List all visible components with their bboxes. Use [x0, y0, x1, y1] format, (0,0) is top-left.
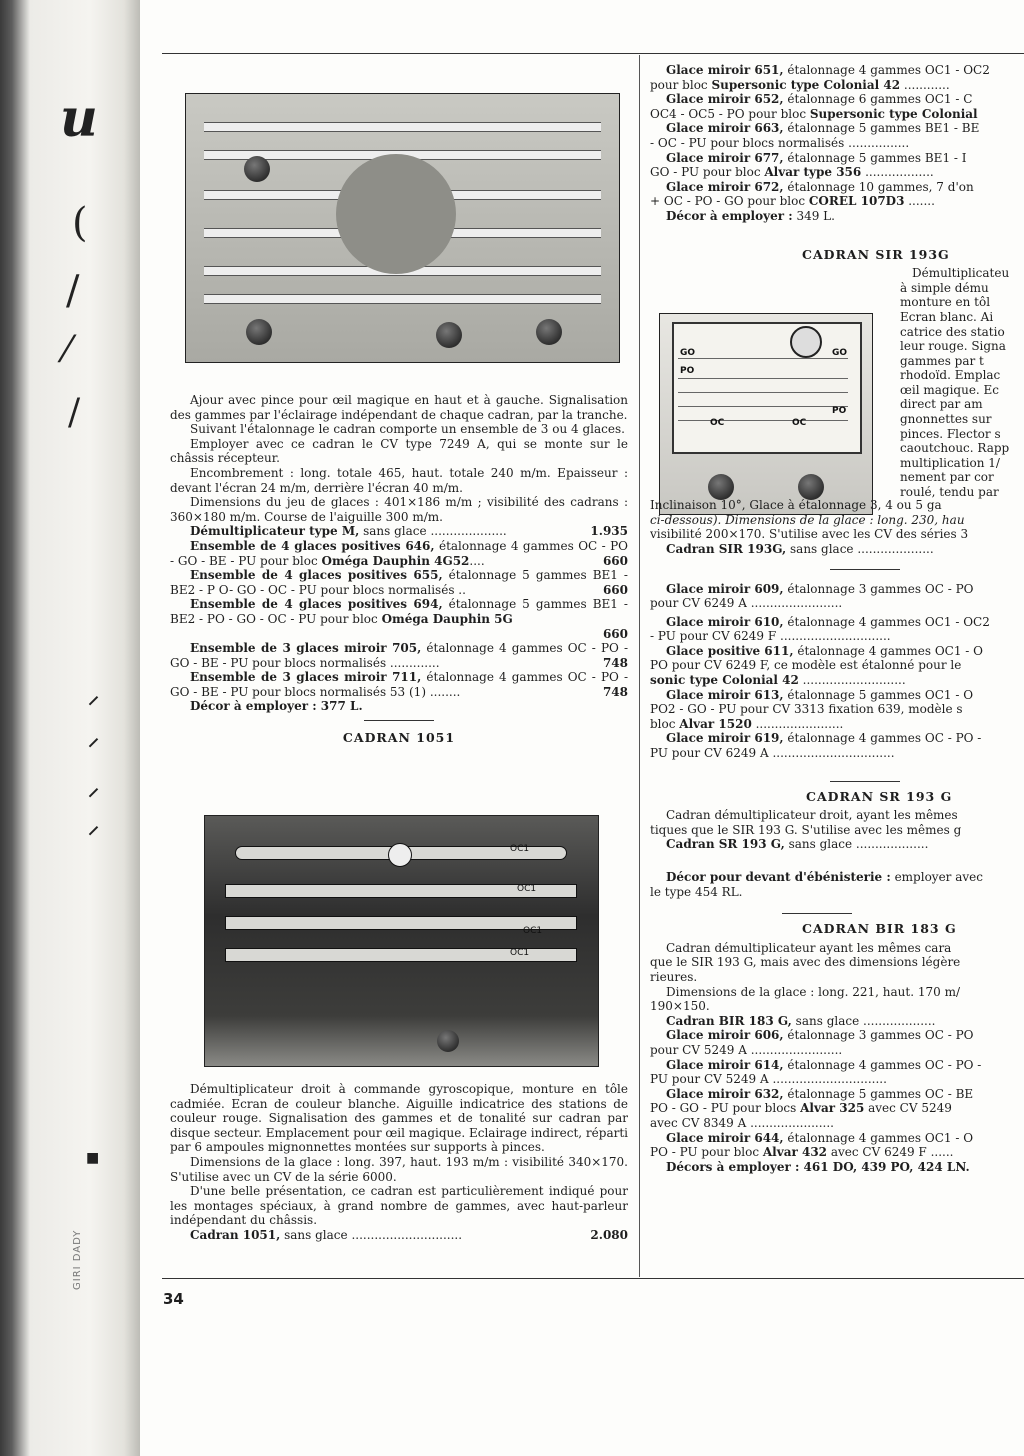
right-item-line3: bloc Alvar 1520 .......................	[650, 716, 844, 731]
heading-cadran-1051: CADRAN 1051	[342, 730, 456, 746]
right-item: Glace miroir 632, étalonnage 5 gammes OC - BE	[666, 1086, 974, 1101]
photo3-label-go2: GO	[832, 348, 848, 358]
separator	[364, 720, 434, 721]
binding-glyph-slash: /	[66, 268, 80, 314]
right-item: Glace miroir 652, étalonnage 6 gammes OC1 - C	[666, 92, 973, 107]
right-item-line2: pour bloc Supersonic type Colonial 42 ............	[650, 77, 950, 92]
dial-photo-multi-glass	[185, 93, 620, 363]
price-item: Ensemble de 3 glaces miroir 711, étalonnage 4 gammes OC - PO - GO - BE - PU pour blocs normalisés 53 (1) ........ 748	[170, 670, 629, 699]
right-item-line2: PO - GO - PU pour blocs Alvar 325 avec CV 5249	[650, 1101, 952, 1116]
heading-bir-183g: CADRAN BIR 183 G	[802, 921, 957, 937]
right-item: Glace miroir 613, étalonnage 5 gammes OC1 - O	[666, 687, 974, 702]
photo3-label-oc2: OC	[792, 418, 807, 428]
binding-glyph-dot: ■	[86, 1150, 100, 1166]
right-item: Glace miroir 606, étalonnage 3 gammes OC - PO	[666, 1028, 974, 1043]
right-item-line2: PO - PU pour bloc Alvar 432 avec CV 6249 F ......	[650, 1145, 954, 1160]
photo2-label-2: OC1	[517, 884, 537, 894]
paragraph-1051: Démultiplicateur droit à commande gyroscopique, monture en tôle cadmiée. Ecran de couleur blanche. Aiguille indicatrice des stations de couleur rouge. Signalisation des gammes et de tonalité sur cadran par disque secteur. Emplacement pour œil magique. Eclairage indirect, réparti par 6 ampoules mignonnettes montées sur supports à pinces.	[170, 1082, 628, 1155]
price-item: Ensemble de 4 glaces positives 655, étalonnage 5 gammes BE1 - BE2 - P O- GO - OC - PU pour blocs normalisés .. 660	[170, 568, 628, 597]
sr-text: tiques que le SIR 193 G. S'utilise avec les mêmes g	[650, 822, 962, 837]
binding-glyph-tick1: ⸝	[88, 683, 100, 709]
left-column-lower	[170, 1082, 628, 1243]
right-item: Glace miroir 651, étalonnage 4 gammes OC1 - OC2	[666, 63, 990, 77]
right-item: Glace miroir 614, étalonnage 4 gammes OC - PO -	[666, 1057, 982, 1072]
price-item-bir: Cadran BIR 183 G, sans glace ...................	[666, 1013, 936, 1028]
photo3-label-po: PO	[680, 366, 695, 376]
binding-glyph-bracket: (	[72, 200, 88, 246]
heading-sr-193g: CADRAN SR 193 G	[806, 788, 953, 804]
dial-photo-1051	[204, 815, 599, 1067]
binding-glyph-slash2: /	[68, 392, 81, 433]
decor-line: Décor à employer : 377 L.	[190, 699, 363, 714]
price-item-sir-193g: Cadran SIR 193G, sans glace ....................	[666, 541, 934, 556]
price-item: Ensemble de 4 glaces positives 646, étalonnage 4 gammes OC - PO - GO - BE - PU pour bloc Oméga Dauphin 4G52.... 660	[170, 538, 628, 568]
left-column-upper	[170, 393, 628, 754]
right-item: Glace miroir 610, étalonnage 4 gammes OC1 - OC2	[666, 614, 990, 629]
paragraph-1051: D'une belle présentation, ce cadran est particulièrement indiqué pour les montages spéciaux, à grand nombre de gammes, avec haut-parleur indépendant du châssis.	[170, 1184, 628, 1228]
photo2-label-3: OC1	[523, 926, 543, 936]
right-item-line2: pour CV 6249 A ........................	[650, 596, 843, 611]
binding-glyph-tick4: ⸝	[88, 813, 100, 839]
bir-dims: Dimensions de la glace : long. 221, haut. 170 m/	[666, 984, 960, 999]
sir-193g-side-text: Démultiplicateu à simple dému monture en tôl Ecran blanc. Ai catrice des statio leur rouge. Signa gammes par t rhodoïd. Emplac œil magique. Ec direct par am gnonnettes sur pinces. Flector s caoutchouc. Rapp multiplication 1/ nement par cor roulé, tendu par	[900, 266, 1010, 500]
intro-paragraph: Dimensions du jeu de glaces : 401×186 m/m ; visibilité des cadrans : 360×180 m/m. Course de l'aiguille 300 m/m.	[170, 495, 628, 524]
right-item-line3: sonic type Colonial 42 ...........................	[650, 673, 906, 688]
bir-dims: 190×150.	[650, 999, 710, 1014]
separator	[782, 913, 852, 914]
page-top-rule	[162, 53, 1024, 54]
right-item-line3: avec CV 8349 A ......................	[650, 1115, 834, 1130]
decor-devant: Décor pour devant d'ébénisterie : employer avec	[666, 870, 983, 884]
column-rule	[639, 55, 640, 1277]
sir-193g-text: Inclinaison 10°, Glace à étalonnage 3, 4 ou 5 ga	[650, 498, 942, 513]
price-item: Ensemble de 3 glaces miroir 705, étalonnage 4 gammes OC - PO - GO - BE - PU pour blocs normalisés ............. 748	[170, 641, 629, 670]
separator	[830, 781, 900, 782]
intro-paragraph: Encombrement : long. totale 465, haut. totale 240 m/m. Epaisseur : devant l'écran 24 m/m, derrière l'écran 40 m/m.	[170, 465, 628, 495]
right-item: Glace miroir 609, étalonnage 3 gammes OC - PO	[666, 581, 974, 596]
photo2-label-1: OC1	[510, 844, 530, 854]
right-item: Glace miroir 644, étalonnage 4 gammes OC1 - O	[666, 1130, 974, 1145]
sir-193g-text: visibilité 200×170. S'utilise avec les CV des séries 3	[650, 527, 969, 542]
right-item-line2: PU pour CV 6249 A ................................	[650, 746, 895, 761]
page-bottom-rule	[162, 1278, 1024, 1279]
decor-last: Décors à employer : 461 DO, 439 PO, 424 LN.	[666, 1159, 970, 1174]
intro-paragraph: Ajour avec pince pour œil magique en haut et à gauche. Signalisation des gammes par l'éclairage indépendant de chaque cadran, par la tranche.	[170, 393, 628, 422]
right-item-line2: PO2 - GO - PU pour CV 3313 fixation 639, modèle s	[650, 702, 963, 717]
bir-text: que le SIR 193 G, mais avec des dimensions légère	[650, 955, 961, 970]
price-item-1051: Cadran 1051, sans glace ............................. 2.080	[190, 1227, 628, 1242]
binding-glyph-tick2: ⸝	[88, 725, 100, 751]
intro-paragraph: Employer avec ce cadran le CV type 7249 A, qui se monte sur le châssis récepteur.	[170, 436, 628, 466]
right-column	[650, 63, 1020, 1174]
binding-glyph-u: u	[60, 88, 98, 149]
book-binding-edge	[0, 0, 140, 1456]
binding-glyph-dash: ⁄	[64, 330, 71, 371]
right-item: Glace miroir 672, étalonnage 10 gammes, 7 d'on	[666, 179, 974, 194]
right-item-line2: PU pour CV 5249 A ..............................	[650, 1072, 887, 1087]
right-item: Glace miroir 619, étalonnage 4 gammes OC - PO -	[666, 731, 982, 746]
price-item: Ensemble de 4 glaces positives 694, étalonnage 5 gammes BE1 - BE2 - PO - GO - OC - PU pour bloc Oméga Dauphin 5G 660	[170, 597, 628, 641]
separator	[830, 569, 900, 570]
right-item-line2: GO - PU pour bloc Alvar type 356 ..................	[650, 165, 934, 180]
photo3-label-go: GO	[680, 348, 696, 358]
page-number: 34	[163, 1290, 184, 1308]
bir-text: Cadran démultiplicateur ayant les mêmes cara	[666, 940, 952, 955]
right-item: Glace positive 611, étalonnage 4 gammes OC1 - O	[666, 643, 983, 658]
price-item-sr: Cadran SR 193 G, sans glace ...................	[666, 837, 929, 852]
right-item-line2: PO pour CV 6249 F, ce modèle est étalonné pour le	[650, 658, 962, 673]
bir-text: rieures.	[650, 969, 698, 984]
price-item: Démultiplicateur type M, sans glace .................... 1.935	[190, 524, 628, 539]
right-item: Glace miroir 677, étalonnage 5 gammes BE1 - I	[666, 150, 967, 165]
right-item-line2: + OC - PO - GO pour bloc COREL 107D3 .......	[650, 194, 935, 209]
sr-text: Cadran démultiplicateur droit, ayant les mêmes	[666, 808, 958, 823]
heading-sir-193g: CADRAN SIR 193G	[802, 246, 950, 262]
right-item-line2: - OC - PU pour blocs normalisés ................	[650, 135, 910, 150]
binding-glyph-tick3: ⸝	[88, 775, 100, 801]
right-item: Glace miroir 663, étalonnage 5 gammes BE1 - BE	[666, 121, 980, 136]
right-item-line2: pour CV 5249 A ........................	[650, 1042, 843, 1057]
photo3-label-oc: OC	[710, 418, 725, 428]
spine-text: GIRI DADY	[72, 1229, 83, 1290]
paragraph-1051: Dimensions de la glace : long. 397, haut. 193 m/m : visibilité 340×170. S'utilise avec un CV de la série 6000.	[170, 1154, 628, 1184]
intro-paragraph: Suivant l'étalonnage le cadran comporte un ensemble de 3 ou 4 glaces.	[190, 422, 625, 437]
right-item-line2: OC4 - OC5 - PO pour bloc Supersonic type Colonial	[650, 106, 978, 121]
right-item-line2: - PU pour CV 6249 F .............................	[650, 629, 891, 644]
decor-line: Décor à employer : 349 L.	[666, 208, 835, 223]
decor-devant-line2: le type 454 RL.	[650, 884, 743, 899]
sir-193g-text: ci-dessous). Dimensions de la glace : long. 230, hau	[650, 512, 965, 527]
photo2-label-4: OC1	[510, 948, 530, 958]
photo3-label-po2: PO	[832, 406, 847, 416]
